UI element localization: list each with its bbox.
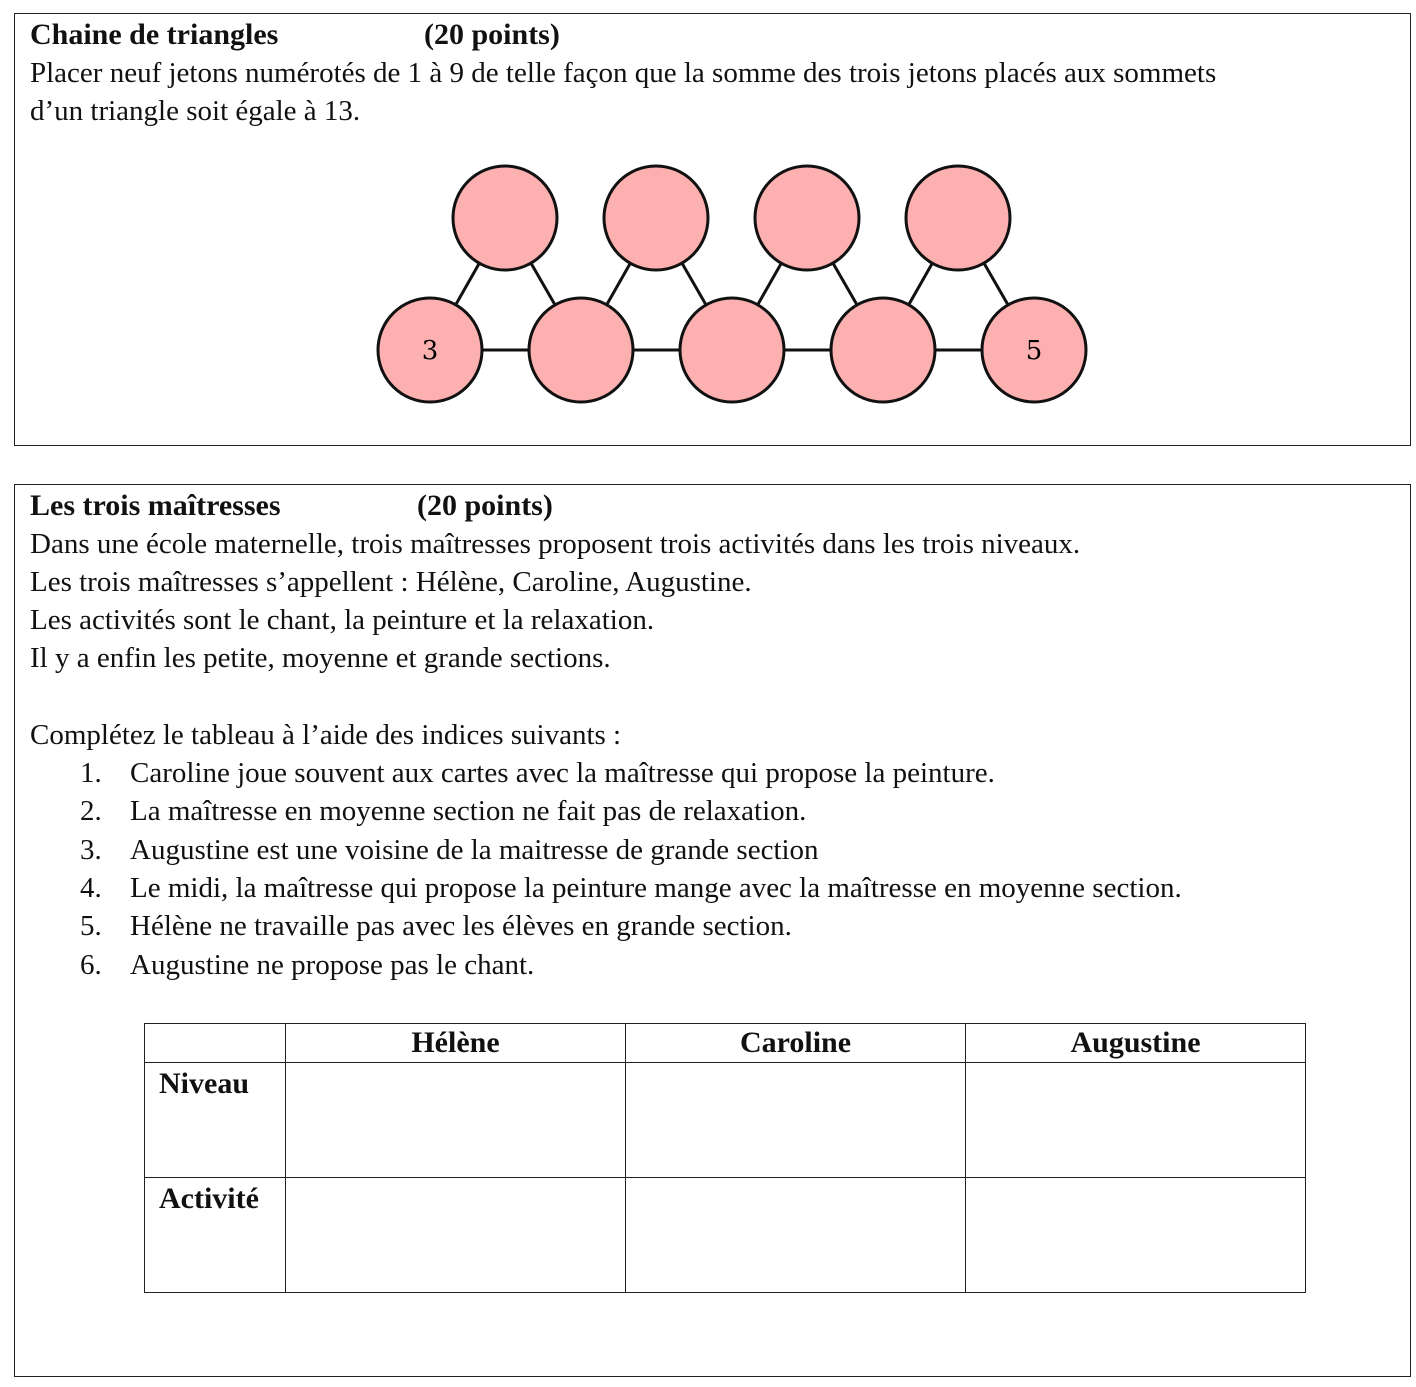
token-bottom[interactable] bbox=[982, 298, 1086, 402]
clue-text: Augustine est une voisine de la maitresse de grande section bbox=[130, 834, 819, 866]
token-bottom[interactable] bbox=[529, 298, 633, 402]
token-top[interactable] bbox=[604, 166, 708, 270]
column-header-caroline: Caroline bbox=[626, 1024, 966, 1063]
token-top[interactable] bbox=[453, 166, 557, 270]
token-top[interactable] bbox=[906, 166, 1010, 270]
instruction-text: Complétez le tableau à l’aide des indices suivants : bbox=[30, 719, 622, 751]
token-top[interactable] bbox=[755, 166, 859, 270]
token-circle bbox=[529, 298, 633, 402]
answer-cell-niveau-caroline[interactable] bbox=[626, 1063, 966, 1178]
token-bottom[interactable] bbox=[378, 298, 482, 402]
answer-cell-niveau-helene[interactable] bbox=[286, 1063, 626, 1178]
clue-text: Augustine ne propose pas le chant. bbox=[130, 949, 535, 981]
answer-cell-activite-caroline[interactable] bbox=[626, 1178, 966, 1293]
intro-line: Il y a enfin les petite, moyenne et grande sections. bbox=[30, 642, 611, 674]
token-circle bbox=[906, 166, 1010, 270]
row-header-activite: Activité bbox=[145, 1178, 286, 1293]
column-header-augustine: Augustine bbox=[966, 1024, 1306, 1063]
clue-number: 2. bbox=[80, 795, 102, 827]
token-circle bbox=[604, 166, 708, 270]
token-label: 5 bbox=[1025, 336, 1043, 366]
clue-number: 6. bbox=[80, 949, 102, 981]
table-header-row bbox=[145, 1024, 1306, 1063]
token-circle bbox=[453, 166, 557, 270]
clue-number: 5. bbox=[80, 910, 102, 942]
clue-text: La maîtresse en moyenne section ne fait pas de relaxation. bbox=[130, 795, 807, 827]
token-bottom[interactable] bbox=[680, 298, 784, 402]
clue-number: 1. bbox=[80, 757, 102, 789]
table-row-niveau bbox=[145, 1063, 1306, 1178]
clue-text: Hélène ne travaille pas avec les élèves en grande section. bbox=[130, 910, 792, 942]
intro-line: Les trois maîtresses s’appellent : Hélène, Caroline, Augustine. bbox=[30, 566, 752, 598]
token-bottom[interactable] bbox=[831, 298, 935, 402]
answer-cell-niveau-augustine[interactable] bbox=[966, 1063, 1306, 1178]
token-circle bbox=[831, 298, 935, 402]
answer-cell-activite-helene[interactable] bbox=[286, 1178, 626, 1293]
answer-table bbox=[144, 1023, 1306, 1293]
problem-2-box bbox=[14, 484, 1411, 1377]
table-corner-cell bbox=[145, 1024, 286, 1063]
problem-1-text-line-1: Placer neuf jetons numérotés de 1 à 9 de telle façon que la somme des trois jetons placés aux sommets bbox=[30, 57, 1217, 89]
intro-line: Les activités sont le chant, la peinture et la relaxation. bbox=[30, 604, 655, 636]
problem-2-points: (20 points) bbox=[417, 489, 553, 522]
column-header-helene: Hélène bbox=[286, 1024, 626, 1063]
token-circle bbox=[680, 298, 784, 402]
intro-line: Dans une école maternelle, trois maîtresses proposent trois activités dans les trois niveaux. bbox=[30, 528, 1081, 560]
problem-1-points: (20 points) bbox=[424, 18, 560, 51]
clue-number: 4. bbox=[80, 872, 102, 904]
problem-1-box bbox=[14, 13, 1411, 446]
triangle-chain-figure bbox=[15, 14, 1410, 444]
row-header-niveau: Niveau bbox=[145, 1063, 286, 1178]
table-row-activite bbox=[145, 1178, 1306, 1293]
token-label: 3 bbox=[421, 336, 439, 366]
token-circle bbox=[755, 166, 859, 270]
problem-2-title: Les trois maîtresses bbox=[30, 489, 281, 522]
problem-2-heading bbox=[30, 487, 553, 525]
clue-text: Caroline joue souvent aux cartes avec la maîtresse qui propose la peinture. bbox=[130, 757, 995, 789]
clue-text: Le midi, la maîtresse qui propose la peinture mange avec la maîtresse en moyenne section. bbox=[130, 872, 1182, 904]
problem-1-text-line-2: d’un triangle soit égale à 13. bbox=[30, 95, 361, 127]
answer-cell-activite-augustine[interactable] bbox=[966, 1178, 1306, 1293]
clue-number: 3. bbox=[80, 834, 102, 866]
problem-1-title: Chaine de triangles bbox=[30, 18, 279, 51]
